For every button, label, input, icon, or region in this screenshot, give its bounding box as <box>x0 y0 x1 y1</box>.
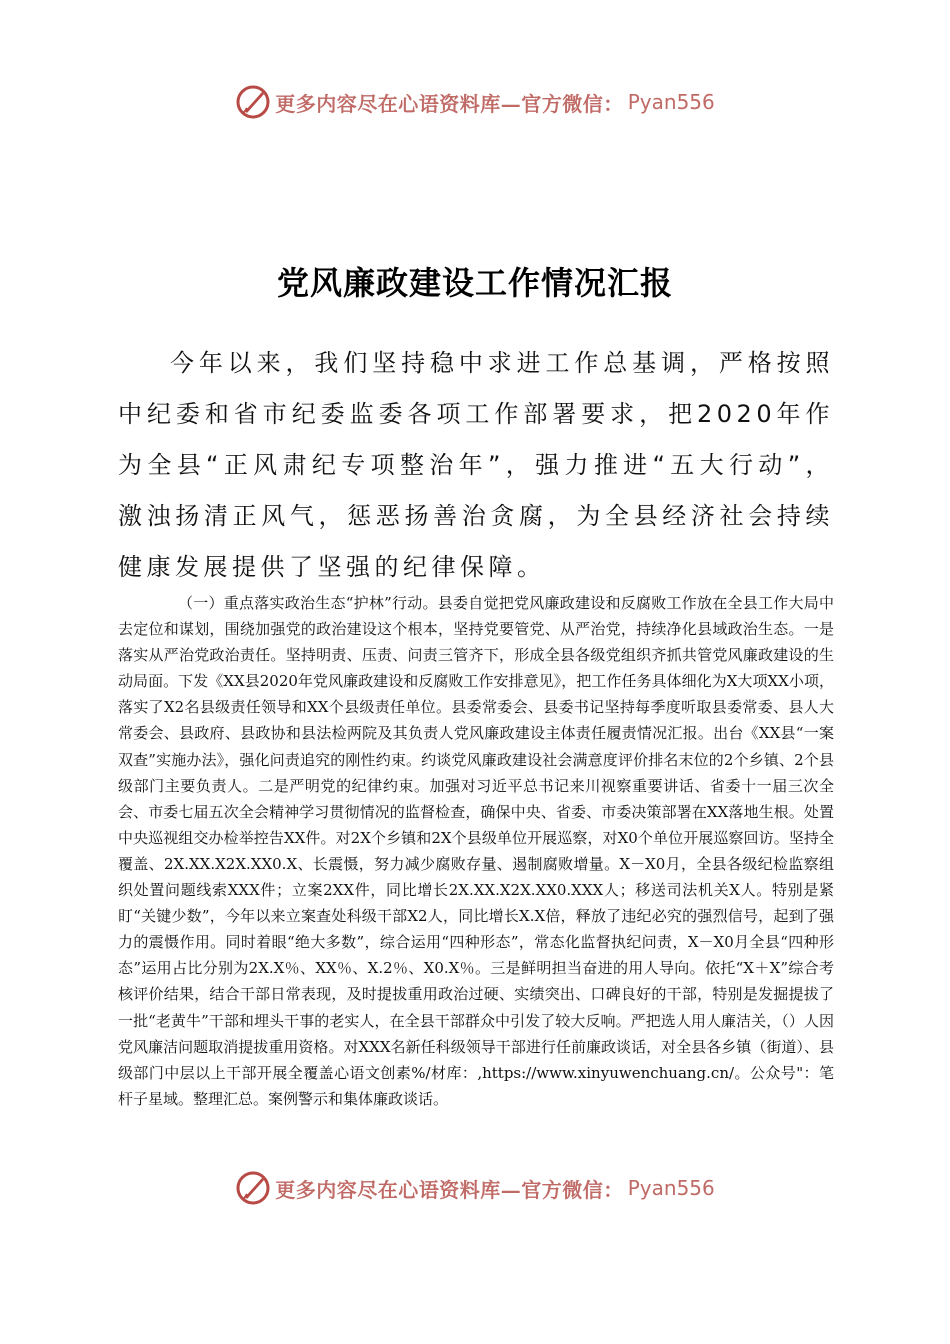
watermark-wechat-id: Pyan556 <box>627 1176 715 1200</box>
watermark-text: 更多内容尽在心语资料库—官方微信： <box>275 1177 624 1202</box>
watermark-text: 更多内容尽在心语资料库—官方微信： <box>275 91 624 116</box>
document-title: 党风廉政建设工作情况汇报 <box>276 264 673 302</box>
footer-watermark <box>0 1168 950 1208</box>
body-paragraph: （一）重点落实政治生态“护林”行动。县委自觉把党风廉政建设和反腐败工作放在全县工作大局中去定位和谋划，围绕加强党的政治建设这个根本，坚持党要管党、从严治党，持续净化县域政治生态。一是落实从严治党政治责任。坚持明责、压责、问责三管齐下，形成全县各级党组织齐抓共管党风廉政建设的生动局面。下发《XX县2020年党风廉政建设和反腐败工作安排意见》，把工作任务具体细化为X大项XX小项，落实了X2名县级责任领导和XX个县级责任单位。县委常委会、县委书记坚持每季度听取县委常委、县人大常委会、县政府、县政协和县法检两院及其负责人党风廉政建设主体责任履责情况汇报。出台《XX县“一案双查”实施办法》，强化问责追究的刚性约束。约谈党风廉政建设社会满意度评价排名末位的2个乡镇、2个县级部门主要负责人。二是严明党的纪律约束。加强对习近平总书记来川视察重要讲话、省委十一届三次全会、市委七届五次全会精神学习贯彻情况的监督检查，确保中央、省委、市委决策部署在XX落地生根。处置中央巡视组交办检举控告XX件。对2X个乡镇和2X个县级单位开展巡察，对X0个单位开展巡察回访。坚持全覆盖、2X.XX.X2X.XX0.X、长震慑，努力减少腐败存量、遏制腐败增量。X－X0月，全县各级纪检监察组织处置问题线索XXX件；立案2XX件，同比增长2X.XX.X2X.XX0.XXX人；移送司法机关X人。特别是紧盯“关键少数”，今年以来立案查处科级干部X2人，同比增长X.X倍，释放了违纪必究的强烈信号，起到了强力的震慑作用。同时着眼“绝大多数”，综合运用“四种形态”，常态化监督执纪问责，X－X0月全县“四种形态”运用占比分别为2X.X％、XX％、X.2％、X0.X％。三是鲜明担当奋进的用人导向。依托“X＋X”综合考核评价结果，结合干部日常表现，及时提拔重用政治过硬、实绩突出、口碑良好的干部，特别是发掘提拔了一批“老黄牛”干部和埋头干事的老实人，在全县干部群众中引发了较大反响。严把选人用人廉洁关，（）人因党风廉洁问题取消提拔重用资格。对XXX名新任科级领导干部进行任前廉政谈话，对全县各乡镇（街道）、县级部门中层以上干部开展全覆盖心语文创素%/材库：,https://www.xinyuwenchuang.cn/。公众号"：笔杆子星域。整理汇总。案例警示和集体廉政谈话。 <box>118 594 834 1108</box>
quill-pen-logo-icon <box>235 1170 271 1206</box>
intro-paragraph: 今年以来，我们坚持稳中求进工作总基调，严格按照中纪委和省市纪委监委各项工作部署要求，把2020年作为全县“正风肃纪专项整治年”，强力推进“五大行动”，激浊扬清正风气，惩恶扬善治贪腐，为全县经济社会持续健康发展提供了坚强的纪律保障。 <box>118 349 834 581</box>
quill-pen-logo-icon <box>235 84 271 120</box>
header-watermark <box>0 82 950 122</box>
watermark-wechat-id: Pyan556 <box>627 90 715 114</box>
